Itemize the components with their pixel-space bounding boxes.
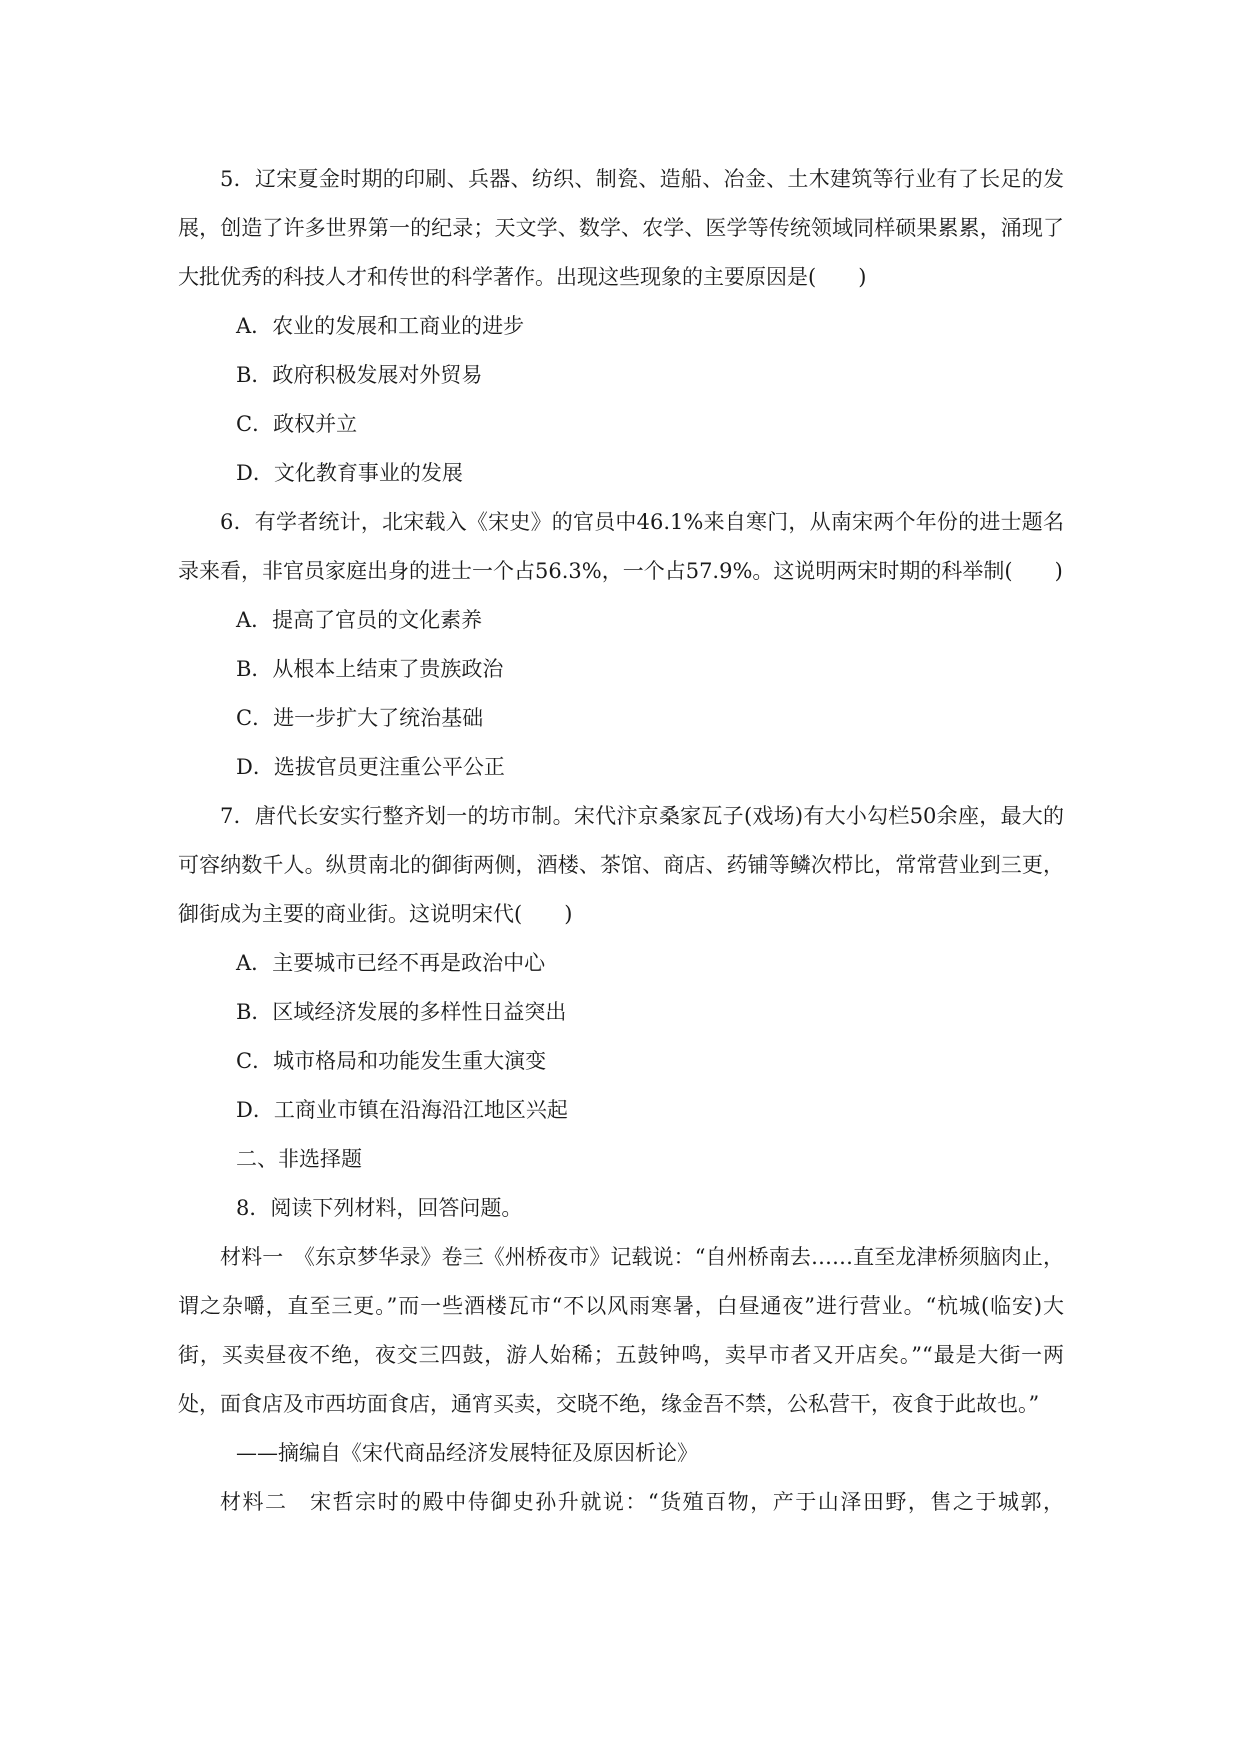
material-two: 材料二 宋哲宗时的殿中侍御史孙升就说：“货殖百物，产于山泽田野，售之于城郭， bbox=[220, 1490, 1064, 1514]
option-b: B．从根本上结束了贵族政治 bbox=[236, 657, 504, 681]
question-6 bbox=[178, 498, 1064, 792]
question-7 bbox=[178, 792, 1064, 1135]
page-content bbox=[178, 155, 1064, 1527]
option-b: B．政府积极发展对外贸易 bbox=[236, 363, 483, 387]
option-c: C．进一步扩大了统治基础 bbox=[236, 706, 484, 730]
question-8 bbox=[178, 1184, 1064, 1527]
option-a: A．农业的发展和工商业的进步 bbox=[236, 314, 525, 338]
question-stem: 8．阅读下列材料，回答问题。 bbox=[236, 1196, 523, 1220]
section-heading: 二、非选择题 bbox=[236, 1147, 362, 1171]
option-c: C．城市格局和功能发生重大演变 bbox=[236, 1049, 547, 1073]
option-c: C．政权并立 bbox=[236, 412, 358, 436]
material-one: 材料一 《东京梦华录》卷三《州桥夜市》记载说：“自州桥南去……直至龙津桥须脑肉止，谓之杂嚼，直至三更。”而一些酒楼瓦市“不以风雨寒暑，白昼通夜”进行营业。“杭城(临安)大街，买卖昼夜不绝，夜交三四鼓，游人始稀；五鼓钟鸣，卖早市者又开店矣。”“最是大街一两处，面食店及市西坊面食店，通宵买卖，交晓不绝，缘金吾不禁，公私营干，夜食于此故也。” bbox=[178, 1245, 1064, 1416]
question-5 bbox=[178, 155, 1064, 498]
question-stem: 7．唐代长安实行整齐划一的坊市制。宋代汴京桑家瓦子(戏场)有大小勾栏50余座，最大的可容纳数千人。纵贯南北的御街两侧，酒楼、茶馆、商店、药铺等鳞次栉比，常常营业到三更，御街成为主要的商业街。这说明宋代( ) bbox=[178, 804, 1064, 926]
question-stem: 6．有学者统计，北宋载入《宋史》的官员中46.1%来自寒门，从南宋两个年份的进士题名录来看，非官员家庭出身的进士一个占56.3%，一个占57.9%。这说明两宋时期的科举制( ) bbox=[178, 510, 1064, 583]
option-d: D．选拔官员更注重公平公正 bbox=[236, 755, 505, 779]
material-one-source: ——摘编自《宋代商品经济发展特征及原因析论》 bbox=[236, 1441, 698, 1465]
option-b: B．区域经济发展的多样性日益突出 bbox=[236, 1000, 567, 1024]
option-a: A．提高了官员的文化素养 bbox=[236, 608, 483, 632]
option-a: A．主要城市已经不再是政治中心 bbox=[236, 951, 546, 975]
option-d: D．工商业市镇在沿海沿江地区兴起 bbox=[236, 1098, 568, 1122]
question-stem: 5．辽宋夏金时期的印刷、兵器、纺织、制瓷、造船、冶金、土木建筑等行业有了长足的发展，创造了许多世界第一的纪录；天文学、数学、农学、医学等传统领域同样硕果累累，涌现了大批优秀的科技人才和传世的科学著作。出现这些现象的主要原因是( ) bbox=[178, 167, 1064, 289]
option-d: D．文化教育事业的发展 bbox=[236, 461, 463, 485]
